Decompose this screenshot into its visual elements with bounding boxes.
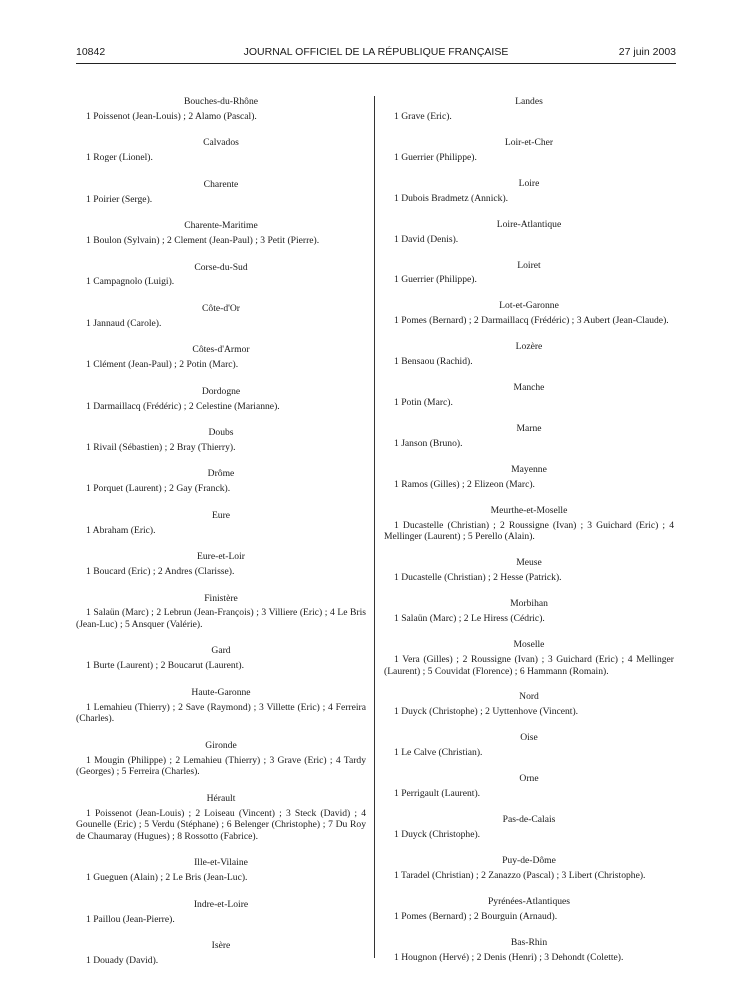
candidate-list: 1 Guerrier (Philippe).: [394, 274, 477, 286]
header-rule: [76, 63, 676, 64]
department-section: [76, 645, 366, 672]
candidate-list: 1 Mougin (Philippe) ; 2 Lemahieu (Thierry) ; 3 Grave (Eric) ; 4 Tardy (Georges) ; 5 Ferreira (Charles).: [76, 754, 366, 778]
candidate-list: 1 Paillou (Jean-Pierre).: [86, 913, 175, 925]
department-name: Loiret: [517, 259, 541, 271]
department-section: [384, 937, 674, 964]
department-name: Lot-et-Garonne: [499, 300, 559, 312]
department-section: [384, 260, 674, 287]
candidate-list: 1 Le Calve (Christian).: [394, 747, 483, 759]
department-name: Charente: [203, 178, 239, 190]
department-section: [384, 896, 674, 923]
department-name: Pas-de-Calais: [502, 814, 556, 826]
department-name: Meuse: [516, 557, 542, 569]
department-name: Loir-et-Cher: [504, 136, 554, 148]
department-section: [76, 940, 366, 967]
department-section: [384, 732, 674, 759]
publication-date: 27 juin 2003: [618, 46, 676, 58]
department-section: [76, 857, 366, 884]
department-section: [76, 220, 366, 247]
department-section: [76, 899, 366, 926]
department-section: [384, 300, 674, 327]
department-section: [384, 137, 674, 164]
department-name: Côtes-d'Armor: [192, 344, 250, 356]
department-section: [76, 551, 366, 578]
department-section: [384, 382, 674, 409]
department-section: [76, 793, 366, 843]
candidate-list: 1 Ducastelle (Christian) ; 2 Roussigne (Ivan) ; 3 Guichard (Eric) ; 4 Mellinger (Laurent) ; 5 Perello (Alain).: [384, 519, 674, 543]
department-section: [76, 262, 366, 289]
department-name: Nord: [519, 691, 539, 703]
department-name: Lozère: [515, 341, 543, 353]
candidate-list: 1 Burte (Laurent) ; 2 Boucarut (Laurent).: [86, 660, 244, 672]
candidate-list: 1 David (Denis).: [394, 233, 459, 245]
department-section: [76, 344, 366, 371]
journal-title: JOURNAL OFFICIEL DE LA RÉPUBLIQUE FRANÇAISE: [243, 46, 509, 58]
candidate-list: 1 Vera (Gilles) ; 2 Roussigne (Ivan) ; 3 Guichard (Eric) ; 4 Mellinger (Laurent) ; 5 Couvidat (Florence) ; 6 Hammann (Romain).: [384, 653, 674, 677]
page-number: 10842: [76, 46, 106, 58]
candidate-list: 1 Poissenot (Jean-Louis) ; 2 Loiseau (Vincent) ; 3 Steck (David) ; 4 Gounelle (Eric) ; 5 Verdu (Stéphane) ; 6 Belenger (Christophe) ; 7 Du Roy de Chaumaray (Hugues) ; 8 Rossotto (Fabrice).: [76, 807, 366, 842]
candidate-list: 1 Abraham (Eric).: [86, 524, 156, 536]
department-section: [384, 639, 674, 677]
department-section: [76, 593, 366, 631]
department-name: Calvados: [203, 137, 239, 149]
department-section: [384, 178, 674, 205]
candidate-list: 1 Jannaud (Carole).: [86, 317, 162, 329]
department-section: [384, 691, 674, 718]
department-name: Doubs: [208, 427, 234, 438]
department-name: Marne: [516, 423, 542, 434]
department-name: Eure: [211, 509, 231, 521]
candidate-list: 1 Salaün (Marc) ; 2 Le Hiress (Cédric).: [394, 613, 545, 625]
candidate-list: 1 Clément (Jean-Paul) ; 2 Potin (Marc).: [86, 359, 239, 371]
department-section: [384, 557, 674, 584]
department-name: Pyrénées-Atlantiques: [487, 895, 571, 907]
department-name: Gard: [211, 645, 231, 657]
candidate-list: 1 Poissenot (Jean-Louis) ; 2 Alamo (Pascal).: [86, 110, 257, 122]
column-divider: [374, 96, 375, 958]
candidate-list: 1 Pomes (Bernard) ; 2 Darmaillacq (Frédéric) ; 3 Aubert (Jean-Claude).: [394, 315, 669, 327]
department-section: [76, 96, 366, 123]
candidate-list: 1 Gueguen (Alain) ; 2 Le Bris (Jean-Luc).: [86, 872, 248, 884]
candidate-list: 1 Duyck (Christophe) ; 2 Uyttenhove (Vincent).: [394, 706, 579, 718]
department-section: [76, 137, 366, 164]
candidate-list: 1 Campagnolo (Luigi).: [86, 276, 175, 288]
department-section: [384, 814, 674, 841]
candidate-list: 1 Ducastelle (Christian) ; 2 Hesse (Patrick).: [394, 572, 562, 584]
left-column: [76, 96, 366, 981]
department-section: [76, 687, 366, 725]
department-name: Bouches-du-Rhône: [183, 96, 259, 107]
department-name: Hérault: [206, 792, 236, 804]
department-section: [76, 427, 366, 454]
department-name: Corse-du-Sud: [194, 261, 248, 273]
candidate-list: 1 Dubois Bradmetz (Annick).: [394, 192, 509, 204]
department-section: [76, 303, 366, 330]
department-section: [76, 740, 366, 778]
candidate-list: 1 Pomes (Bernard) ; 2 Bourguin (Arnaud).: [394, 910, 558, 922]
department-section: [76, 468, 366, 495]
department-name: Oise: [520, 732, 538, 744]
candidate-list: 1 Douady (David).: [86, 955, 159, 967]
candidate-list: 1 Porquet (Laurent) ; 2 Gay (Franck).: [86, 483, 231, 495]
department-section: [384, 96, 674, 123]
department-name: Loire-Atlantique: [496, 218, 562, 230]
department-name: Côte-d'Or: [202, 302, 240, 314]
department-name: Moselle: [513, 638, 545, 650]
department-name: Mayenne: [511, 463, 547, 475]
department-section: [384, 464, 674, 491]
department-name: Haute-Garonne: [191, 686, 251, 698]
department-name: Gironde: [205, 739, 237, 751]
department-name: Loire: [518, 177, 540, 189]
department-name: Landes: [515, 96, 543, 107]
department-name: Isère: [211, 940, 231, 952]
candidate-list: 1 Roger (Lionel).: [86, 152, 153, 164]
department-section: [384, 505, 674, 543]
department-name: Morbihan: [510, 598, 548, 610]
candidate-list: 1 Ramos (Gilles) ; 2 Elizeon (Marc).: [394, 478, 535, 490]
department-name: Indre-et-Loire: [193, 898, 249, 910]
department-section: [384, 423, 674, 450]
department-section: [384, 598, 674, 625]
candidate-list: 1 Duyck (Christophe).: [394, 829, 481, 841]
page-header: [76, 46, 676, 62]
department-name: Manche: [513, 382, 545, 394]
department-name: Finistère: [204, 592, 238, 604]
department-section: [384, 773, 674, 800]
candidate-list: 1 Potin (Marc).: [394, 397, 453, 409]
candidate-list: 1 Guerrier (Philippe).: [394, 151, 477, 163]
department-section: [384, 341, 674, 368]
department-name: Puy-de-Dôme: [502, 854, 556, 866]
department-name: Charente-Maritime: [184, 220, 258, 232]
department-name: Drôme: [207, 468, 235, 480]
candidate-list: 1 Janson (Bruno).: [394, 437, 463, 449]
department-name: Dordogne: [201, 385, 241, 397]
department-section: [384, 855, 674, 882]
right-column: [384, 96, 674, 978]
candidate-list: 1 Taradel (Christian) ; 2 Zanazzo (Pascal) ; 3 Libert (Christophe).: [394, 869, 646, 881]
candidate-list: 1 Grave (Eric).: [394, 110, 452, 122]
department-name: Orne: [519, 773, 539, 785]
department-name: Meurthe-et-Moselle: [490, 504, 568, 516]
department-section: [76, 510, 366, 537]
candidate-list: 1 Poirier (Serge).: [86, 193, 153, 205]
candidate-list: 1 Boulon (Sylvain) ; 2 Clement (Jean-Paul) ; 3 Petit (Pierre).: [86, 235, 320, 247]
department-section: [384, 219, 674, 246]
department-name: Ille-et-Vilaine: [194, 857, 248, 869]
department-section: [76, 179, 366, 206]
department-section: [76, 386, 366, 413]
candidate-list: 1 Lemahieu (Thierry) ; 2 Save (Raymond) ; 3 Villette (Eric) ; 4 Ferreira (Charles).: [76, 701, 366, 725]
candidate-list: 1 Bensaou (Rachid).: [394, 356, 473, 368]
department-name: Eure-et-Loir: [197, 551, 245, 563]
candidate-list: 1 Darmaillacq (Frédéric) ; 2 Celestine (Marianne).: [86, 400, 280, 412]
candidate-list: 1 Perrigault (Laurent).: [394, 788, 481, 800]
candidate-list: 1 Hougnon (Hervé) ; 2 Denis (Henri) ; 3 Dehondt (Colette).: [394, 951, 624, 963]
candidate-list: 1 Boucard (Eric) ; 2 Andres (Clarisse).: [86, 566, 235, 578]
department-name: Bas-Rhin: [510, 936, 548, 948]
candidate-list: 1 Rivail (Sébastien) ; 2 Bray (Thierry).: [86, 441, 236, 453]
candidate-list: 1 Salaün (Marc) ; 2 Lebrun (Jean-François) ; 3 Villiere (Eric) ; 4 Le Bris (Jean-Luc) ; 5 Ansquer (Valérie).: [76, 607, 366, 631]
